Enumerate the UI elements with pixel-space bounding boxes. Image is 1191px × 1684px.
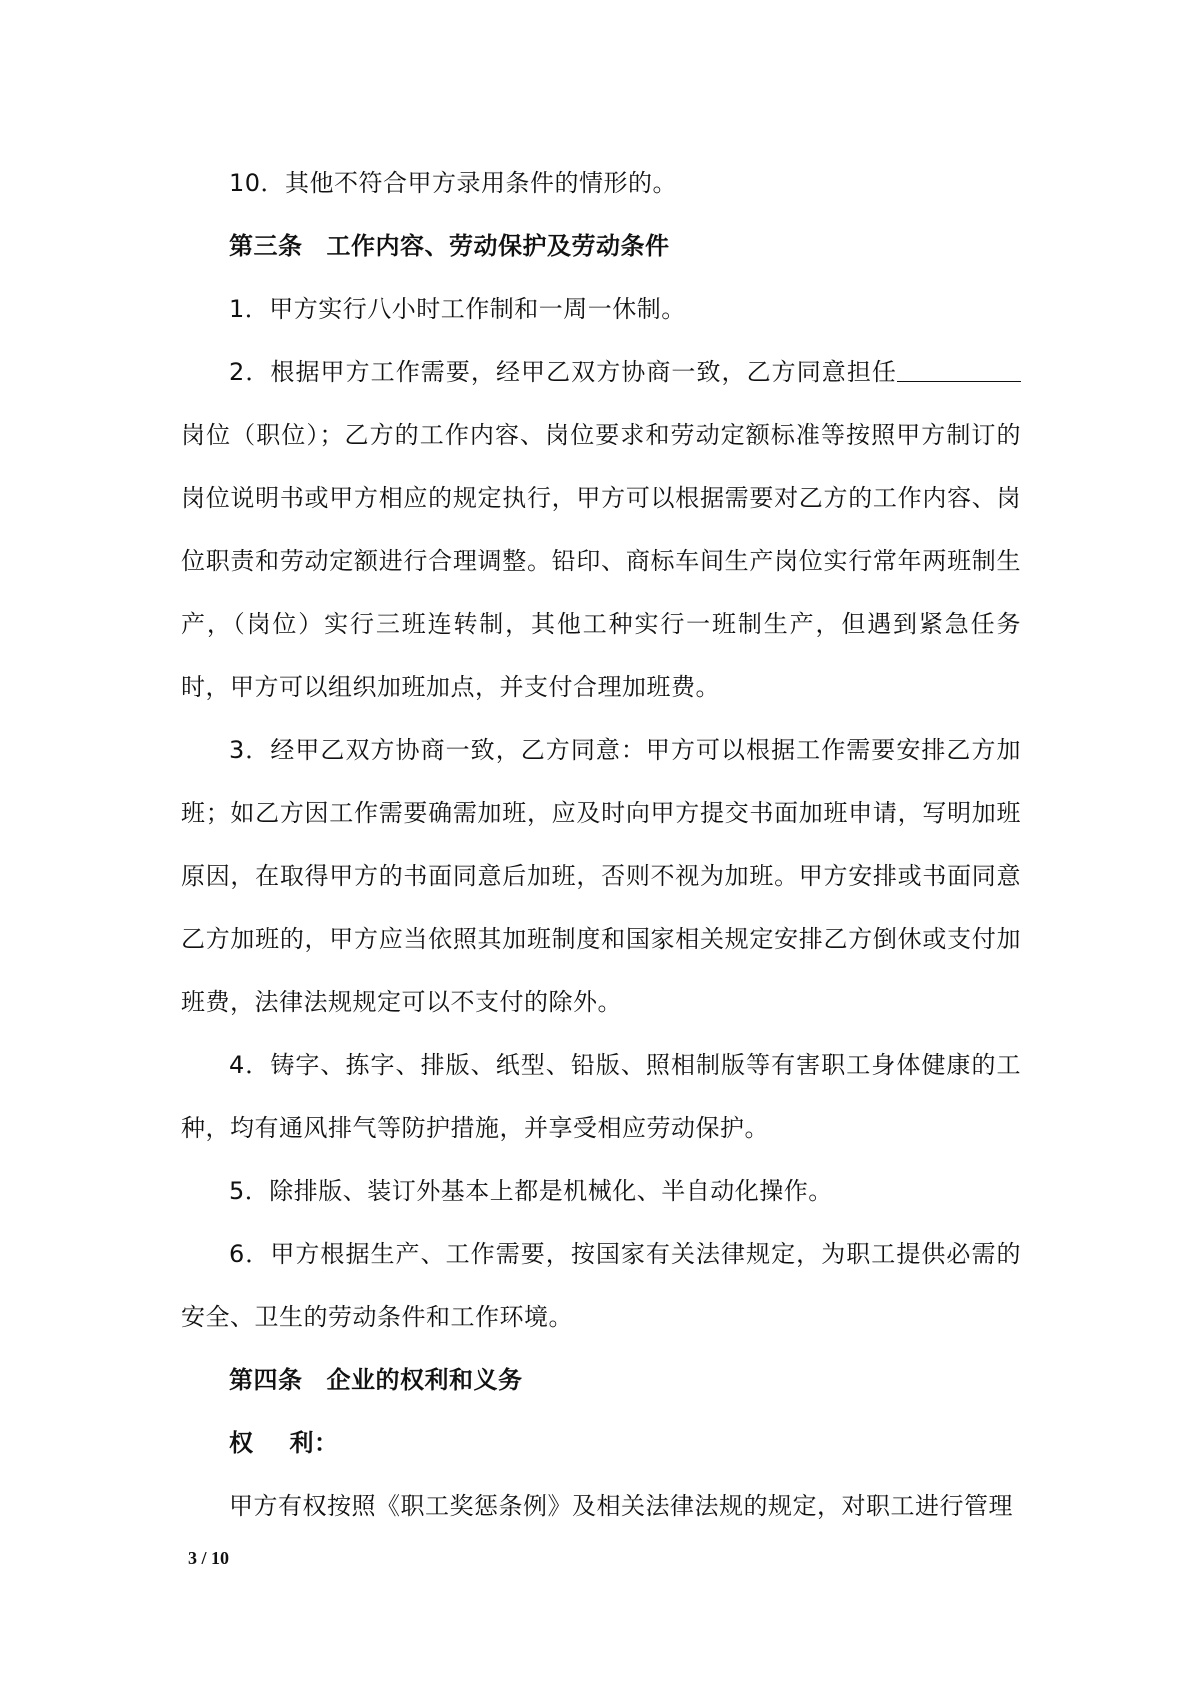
- article-3-title: 工作内容、劳动保护及劳动条件: [326, 232, 670, 260]
- document-body: [181, 152, 1021, 1538]
- article-3-number: 第三条: [229, 232, 303, 260]
- rights-char-2: 利：: [289, 1429, 339, 1457]
- rights-char-1: 权: [229, 1429, 254, 1457]
- clause-2-text-after: 岗位（职位）；乙方的工作内容、岗位要求和劳动定额标准等按照甲方制订的岗位说明书或甲方相应的规定执行，甲方可以根据需要对乙方的工作内容、岗位职责和劳动定额进行合理调整。铅印、商标车间生产岗位实行常年两班制生产，（岗位）实行三班连转制，其他工种实行一班制生产，但遇到紧急任务时，甲方可以组织加班加点，并支付合理加班费。: [181, 421, 1021, 701]
- article-4-number: 第四条: [229, 1366, 303, 1394]
- page-number: 3 / 10: [188, 1548, 230, 1568]
- rights-heading: [181, 1412, 1021, 1475]
- article-4-title: 企业的权利和义务: [326, 1366, 523, 1394]
- clause-4: 4．铸字、拣字、排版、纸型、铅版、照相制版等有害职工身体健康的工种，均有通风排气等防护措施，并享受相应劳动保护。: [181, 1051, 1021, 1142]
- clause-6: 6．甲方根据生产、工作需要，按国家有关法律规定，为职工提供必需的安全、卫生的劳动条件和工作环境。: [181, 1240, 1021, 1331]
- clause-3: 3．经甲乙双方协商一致，乙方同意：甲方可以根据工作需要安排乙方加班；如乙方因工作需要确需加班，应及时向甲方提交书面加班申请，写明加班原因，在取得甲方的书面同意后加班，否则不视为加班。甲方安排或书面同意乙方加班的，甲方应当依照其加班制度和国家相关规定安排乙方倒休或支付加班费，法律法规规定可以不支付的除外。: [181, 736, 1021, 1016]
- position-blank-line: [897, 359, 1021, 382]
- clause-5: 5．除排版、装订外基本上都是机械化、半自动化操作。: [229, 1177, 833, 1205]
- rights-paragraph: 甲方有权按照《职工奖惩条例》及相关法律法规的规定，对职工进行管理: [229, 1492, 1013, 1520]
- clause-1: 1．甲方实行八小时工作制和一周一休制。: [229, 295, 686, 323]
- article-3-heading: [181, 215, 1021, 278]
- article-4-heading: [181, 1349, 1021, 1412]
- clause-2: [181, 341, 1021, 719]
- clause-2-text-before: 2．根据甲方工作需要，经甲乙双方协商一致，乙方同意担任: [229, 358, 897, 386]
- clause-10: 10．其他不符合甲方录用条件的情形的。: [229, 169, 678, 197]
